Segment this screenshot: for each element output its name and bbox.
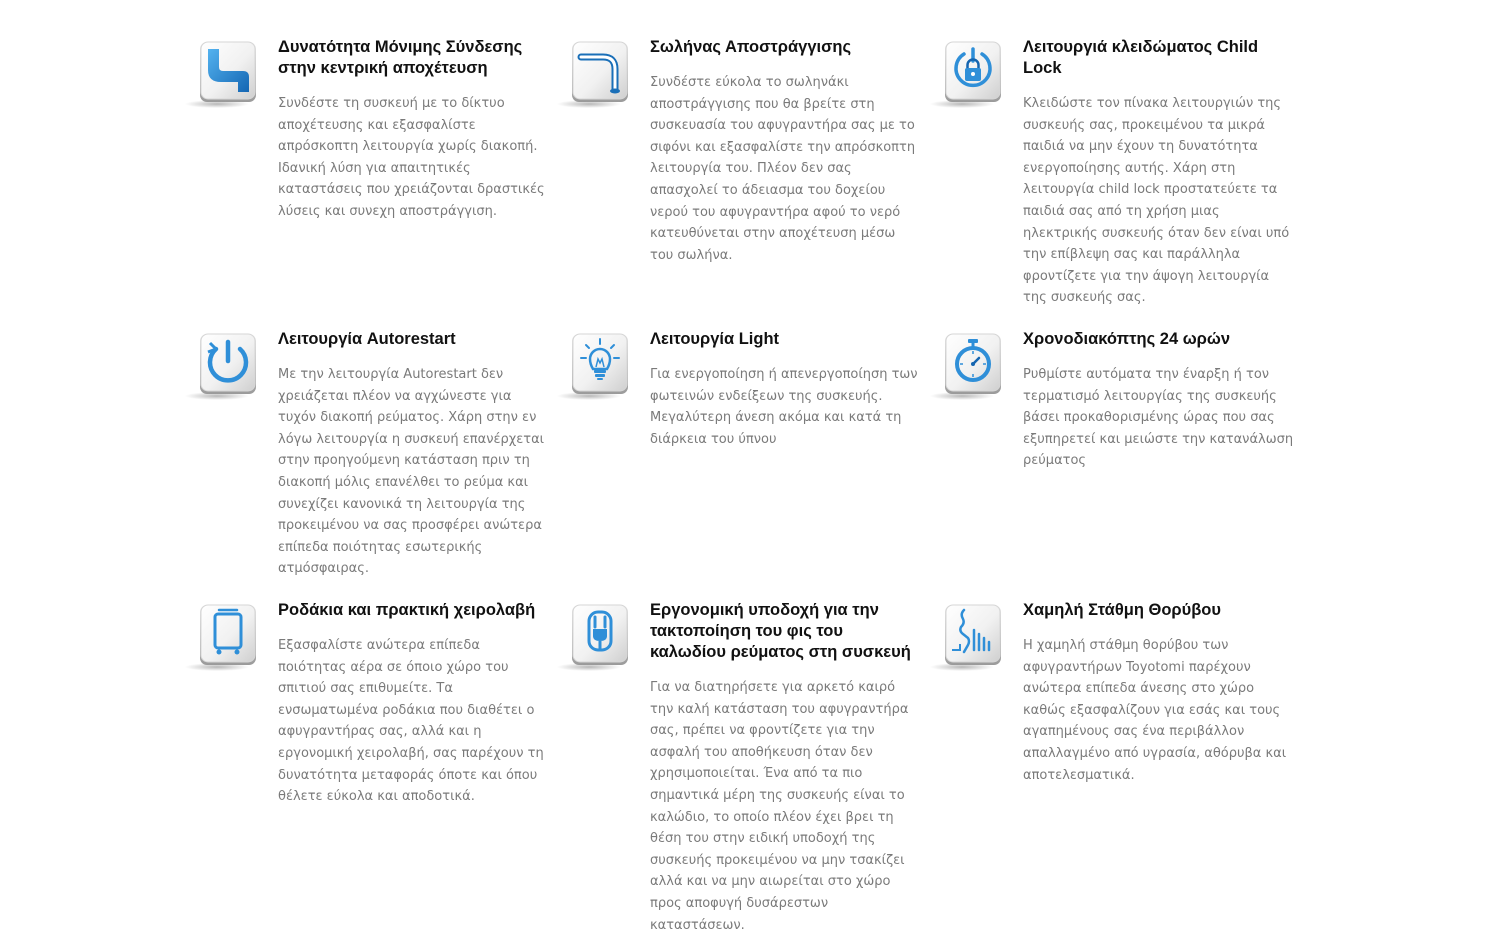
feature-description: Κλειδώστε τον πίνακα λειτουργιών της συσκευής σας, προκειμένου τα μικρά παιδιά να μην έχουν τη δυνατότητα ενεργοποίησης αυτής. Χάρη στη λειτουργία child lock προστατεύετε τα παιδιά σας από τη χρήση μιας ηλεκτρικής συσκευής όταν δεν είναι υπό την επίβλεψη σας και παράλληλα φροντίζετε για την άψογη λειτουργία της συσκευής σας. — [1023, 96, 1290, 306]
feature-title: Ροδάκια και πρακτική χειρολαβή — [278, 601, 536, 619]
feature-title: Χαμηλή Στάθμη Θορύβου — [1023, 601, 1221, 619]
feature-description: Η χαμηλή στάθμη θορύβου των αφυγραντήρων Toyotomi παρέχουν ανώτερα επίπεδα άνεσης στο χώρο καθώς εξασφαλίζουν για εσάς και τους αγαπημένους σας ένα περιβάλλον απαλλαγμένο από υγρασία, αθόρυβα και αποτελεσματικά. — [1023, 638, 1287, 783]
feature-title: Δυνατότητα Μόνιμης Σύνδεσης στην κεντρική αποχέτευση — [278, 38, 523, 77]
feature-title: Εργονομική υποδοχή για την τακτοποίηση του φις του καλωδίου ρεύματος στη συσκευή — [650, 601, 911, 661]
power-plug-icon — [557, 600, 635, 680]
feature-title: Λειτουργιά κλειδώματος Child Lock — [1023, 38, 1259, 77]
feature-description: Συνδέστε τη συσκευή με το δίκτυο αποχέτευσης και εξασφαλίστε απρόσκοπτη λειτουργία χωρίς διακοπή. Ιδανική λύση για απαιτητικές καταστάσεις που χρειάζονται δραστικές λύσεις και συνεχη αποστράγγιση. — [278, 96, 545, 219]
feature-title: Λειτουργία Autorestart — [278, 330, 456, 348]
feature-description: Εξασφαλίστε ανώτερα επίπεδα ποιότητας αέρα σε όποιο χώρο του σπιτιού σας επιθυμείτε. Τα ενσωματωμένα ροδάκια που διαθέτει ο αφυγραντήρας σας, αλλά και η εργονομική χειρολαβή, σας παρέχουν τη δυνατότητα μεταφοράς όποτε και όπου θέλετε εύκολα και αποδοτικά. — [278, 638, 544, 805]
feature-description: Ρυθμίστε αυτόματα την έναρξη ή τον τερματισμό λειτουργίας της συσκευής βάσει προκαθορισμένης ώρας που σας εξυπηρετεί και μειώστε την κατανάλωση ρεύματος — [1023, 367, 1294, 469]
feature-title: Σωλήνας Αποστράγγισης — [650, 38, 852, 56]
light-bulb-icon — [557, 329, 635, 409]
power-restart-icon — [185, 329, 263, 409]
stopwatch-icon — [930, 329, 1008, 409]
feature-description: Για να διατηρήσετε για αρκετό καιρό την καλή κατάσταση του αφυγραντήρα σας, πρέπει να φροντίζετε για την ασφαλή του αποθήκευση όταν δεν χρησιμοποιείται. Ένα από τα πιο σημαντικά μέρη της συσκευής είναι το καλώδιο, το οποίο πλέον έχει βρει τη θέση του στην ειδική υποδοχή της συσκευής προκειμένου να μην τσακίζει αλλά και να μην αιωρείται στο χώρο προς αποφυγή δυσάρεστων καταστάσεων. — [650, 680, 909, 933]
features-grid — [185, 0, 1315, 933]
feature-title: Χρονοδιακόπτης 24 ωρών — [1023, 330, 1230, 348]
low-noise-icon — [930, 600, 1008, 680]
feature-title: Λειτουργία Light — [650, 330, 780, 348]
feature-description: Με την λειτουργία Autorestart δεν χρειάζεται πλέον να αγχώνεστε για τυχόν διακοπή ρεύματος. Χάρη στην εν λόγω λειτουργία η συσκευή επανέρχεται στην προηγούμενη κατάσταση πριν τη διακοπή μόλις επανέλθει το ρεύμα και συνεχίζει κανονικά τη λειτουργία της προκειμένου να σας προσφέρει ανώτερα επίπεδα ποιότητας εσωτερικής ατμόσφαιρας. — [278, 367, 545, 577]
child-lock-icon — [930, 37, 1008, 117]
drain-pipe-icon — [185, 37, 263, 117]
drain-hose-icon — [557, 37, 635, 117]
feature-description: Συνδέστε εύκολα το σωληνάκι αποστράγγισης που θα βρείτε στη συσκευασία του αφυγραντήρα σας με το σιφόνι και εξασφαλίστε την απρόσκοπτη λειτουργία του. Πλέον δεν σας απασχολεί το άδειασμα του δοχείου νερού του αφυγραντήρα αφού το νερό κατευθύνεται στην αποχέτευση μέσω του σωλήνα. — [650, 75, 916, 263]
feature-description: Για ενεργοποίηση ή απενεργοποίηση των φωτεινών ενδείξεων της συσκευής. Μεγαλύτερη άνεση ακόμα και κατά τη διάρκεια του ύπνου — [650, 367, 918, 447]
wheels-handle-icon — [185, 600, 263, 680]
